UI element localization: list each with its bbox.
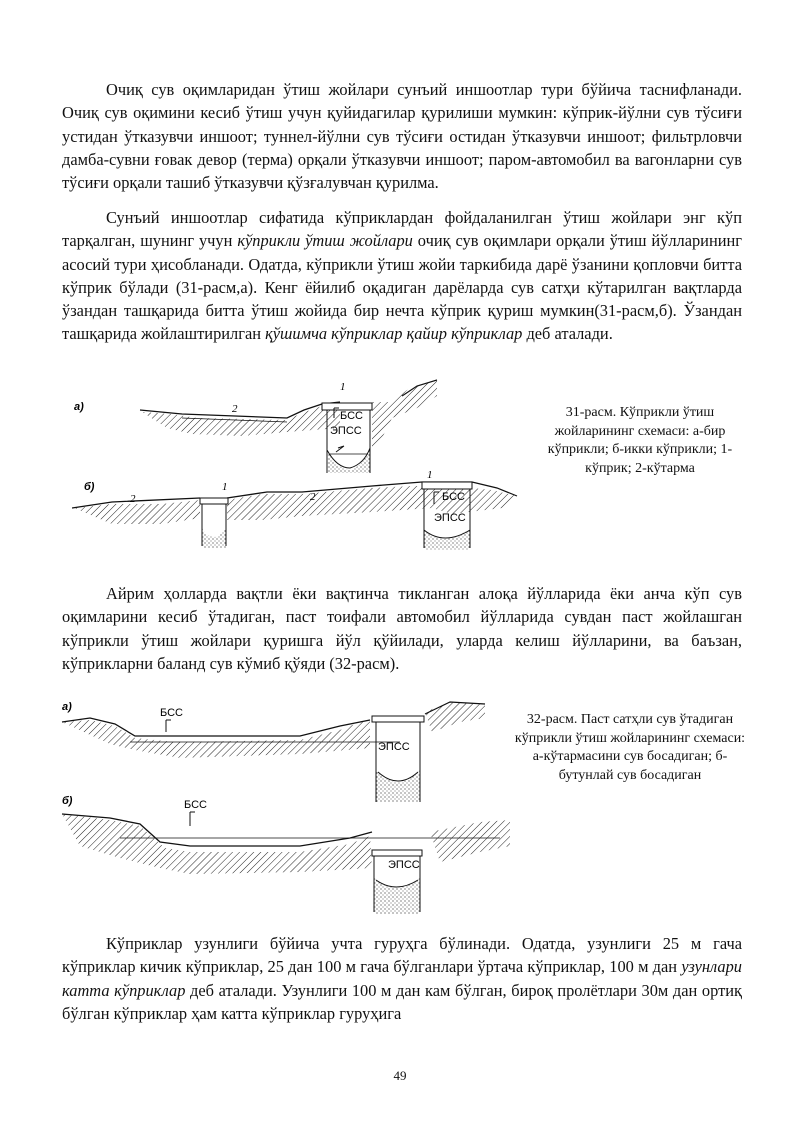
figure-31-diagram xyxy=(72,378,527,558)
paragraph-2-text-c: деб аталади. xyxy=(522,324,613,344)
fig31-label-a: а) xyxy=(74,401,84,413)
fig31b-ground xyxy=(227,486,517,520)
fig32b-ground xyxy=(62,814,372,874)
fig32a-bss: БСС xyxy=(160,707,183,719)
fig31a-num1: 1 xyxy=(340,381,346,393)
fig31a-right-bank xyxy=(372,380,437,448)
figure-31-caption: 31-расм. Кўприкли ўтиш жойларининг схемаси: а-бир кўприкли; б-икки кўприкли; 1-кўприк; 2-кўтарма xyxy=(547,405,733,476)
paragraph-1: Очиқ сув оқимларидан ўтиш жойлари сунъий иншоотлар тури бўйича таснифланади. Очиқ сув оқимини кесиб ўтиш учун қуйидагилар қурилиши мумкин: кўприк-йўлни сув тўсиғи устидан ўтказувчи иншоот; туннел-йўлни сув тўсиғи остидан ўтказувчи иншоот; фильтрловчи дамба-сувни ғовак девор (терма) орқали ўтказувчи иншоот; паром-автомобил ва вагонларни сув тўсиғи орқали ташиб ўтказувчи қўзғалувчан қурилма. xyxy=(62,80,742,193)
paragraph-2-text-b: очиқ сув оқимлари орқали ўтиш йўлларининг асосий тури ҳисобланади. Одатда, кўприкли ўтиш жойи таркибида дарё ўзанини қопловчи битта кўприк бўлади (31-расм,а). Кенг ёйилиб оқадиган дарёларда сув сатҳи кўтарилган вақтларда ўзандан ташқарида битта ўтиш жойида бир нечта кўприк қуриш мумкин(31-расм,б). Ўзандан ташқарида жойлаштирилган xyxy=(62,231,742,344)
paragraph-4-text-b: деб аталади. Узунлиги 100 м дан кам бўлган, бироқ пролётлари 30м дан ортиқ бўлган кўприклар ҳам катта кўприклар гуруҳига xyxy=(62,980,742,1023)
fig32b-epss: ЭПСС xyxy=(388,859,420,871)
fig31a-epss: ЭПСС xyxy=(330,425,362,437)
paragraph-3: Айрим ҳолларда вақтли ёки вақтинча тикланган алоқа йўлларида ёки анча кўп сув оқимларини кесиб ўтадиган, паст тоифали автомобил йўлларида сувдан паст жойлашган кўприкли ўтиш жойлари қуришга йўл қўйилади, уларда келиш йўлларини, ва баъзан, кўприкларни баланд сув кўмиб қўяди (32-расм). xyxy=(62,584,742,673)
paragraph-4-text-a: Кўприклар узунлиги бўйича учта гуруҳга бўлинади. Одатда, узунлиги 25 м гача кўприклар кичик кўприклар, 25 дан 100 м гача бўлганлари ўртача кўприклар, 100 м дан xyxy=(62,934,742,977)
fig32b-bss: БСС xyxy=(184,799,207,811)
fig31b-bss: БСС xyxy=(442,491,465,503)
fig32a-bridge xyxy=(372,716,424,722)
fig31a-bss: БСС xyxy=(340,410,363,422)
fig31b-num1-left: 1 xyxy=(222,481,228,493)
fig32a-epss: ЭПСС xyxy=(378,741,410,753)
paragraph-2-text-a: Сунъий иншоотлар сифатида кўприклардан фойдаланилган ўтиш жойлари энг кўп тарқалган, шунинг учун xyxy=(62,208,742,251)
fig31b-num2-mid: 2 xyxy=(310,491,316,503)
fig31b-epss: ЭПСС xyxy=(434,512,466,524)
fig31b-bridge-2 xyxy=(422,482,472,489)
figure-32-caption: 32-расм. Паст сатҳли сув ўтадиган кўприкли ўтиш жойларининг схемаси: а-кўтармасини сув босадиган; б-бутунлай сув босадиган xyxy=(514,712,746,783)
paragraph-2-italic-1: кўприкли ўтиш жойлари xyxy=(237,231,413,251)
fig32b-bridge xyxy=(372,850,422,856)
paragraph-4 xyxy=(62,932,742,1025)
fig31a-num2: 2 xyxy=(232,403,238,415)
paragraph-4-italic: узунлари катта кўприклар xyxy=(62,957,742,1000)
fig31-label-b: б) xyxy=(84,481,95,493)
paragraph-2 xyxy=(62,206,742,346)
figure-32-diagram xyxy=(60,692,520,917)
fig31b-num2-left: 2 xyxy=(130,493,136,505)
fig31a-ground xyxy=(142,402,340,436)
fig32-label-b: б) xyxy=(62,795,73,807)
fig31b-bridge-1 xyxy=(200,498,228,504)
fig32a-ground xyxy=(62,720,370,758)
page-number: 49 xyxy=(393,1068,407,1083)
paragraph-2-italic-2: қўшимча кўприклар қайир кўприклар xyxy=(265,324,523,344)
fig31a-bridge xyxy=(322,403,372,410)
fig32-label-a: а) xyxy=(62,701,72,713)
fig31b-num1-right: 1 xyxy=(427,469,433,481)
